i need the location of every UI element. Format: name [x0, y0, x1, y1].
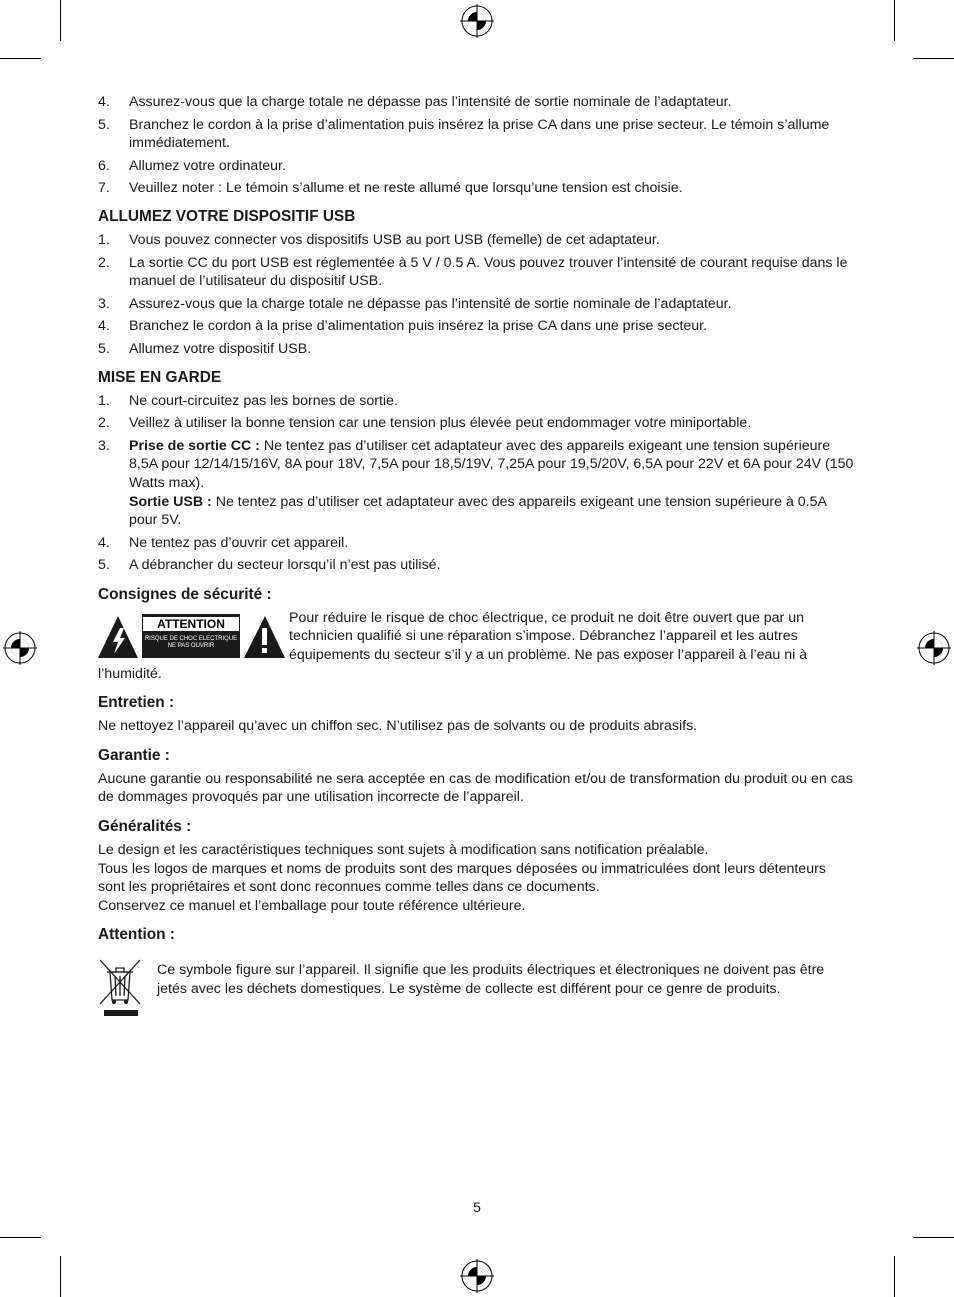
list-item: 6. Allumez votre ordinateur.: [98, 157, 286, 174]
list-item: 5. Branchez le cordon à la prise d’alimentation puis insérez la prise CA dans une prise secteur. Le témoin s’allume immédiatement.: [98, 116, 830, 152]
general-heading: Généralités :: [98, 818, 192, 836]
crossed-bin-icon: [98, 958, 143, 1020]
page-number: 5: [473, 1199, 481, 1215]
list-item: 3. Prise de sortie CC : Ne tentez pas d’utiliser cet adaptateur avec des appareils exigeant une tension supérieure 8,5A pour 12/14/15/16V, 8A pour 18V, 7,5A pour 18,5/19V, 7,25A pour 19,5/20V, 6,5A pour 22V et 6A pour 24V (150 Watts max). Sortie USB : Ne tentez pas d’utiliser cet adaptateur avec des appareils exigeant une tension supérieure à 0.5A pour 5V.: [98, 437, 854, 529]
maintenance-heading: Entretien :: [98, 694, 175, 712]
attention-heading: Attention :: [98, 926, 175, 944]
usb-heading: ALLUMEZ VOTRE DISPOSITIF USB: [98, 207, 356, 225]
registration-mark-icon: [917, 631, 951, 665]
electric-shock-warning-label: [98, 614, 285, 658]
dc-output-label: Prise de sortie CC :: [129, 437, 260, 454]
list-item: 4. Assurez-vous que la charge totale ne dépasse pas l’intensité de sortie nominale de l’adaptateur.: [98, 94, 732, 110]
warning-heading: MISE EN GARDE: [98, 368, 222, 386]
safety-text: Pour réduire le risque de choc électrique, ce produit ne doit être ouvert que par un technicien qualifié si une réparation s’impose. Débranchez l’appareil et les autres équipements du secteur s’il y a un problème. Ne pas exposer l’appareil à l’eau ni à l’humidité.: [98, 609, 808, 682]
maintenance-text: Ne nettoyez l’appareil qu’avec un chiffon sec. N’utilisez pas de solvants ou de produits abrasifs.: [98, 718, 698, 735]
usb-list: [98, 231, 856, 359]
crop-mark: [0, 58, 41, 59]
attention-label: ATTENTION RISQUE DE CHOC ELECTRIQUE NE PAS OUVRIR: [142, 614, 240, 658]
attention-text: Ce symbole figure sur l’appareil. Il signifie que les produits électriques et électroniques ne doivent pas être jetés avec les déchets domestiques. Le système de collecte est différent pour ce genre de produits.: [157, 962, 825, 997]
registration-mark-icon: [460, 4, 494, 38]
list-item: 2. Veillez à utiliser la bonne tension car une tension plus élevée peut endommager votre miniportable.: [98, 415, 752, 432]
crop-mark: [60, 0, 61, 41]
warning-list: [98, 392, 856, 575]
general-line: Conservez ce manuel et l’emballage pour toute référence ultérieure.: [98, 897, 526, 914]
weee-notice: [98, 958, 856, 1020]
intro-list: [98, 93, 856, 198]
general-line: Tous les logos de marques et noms de produits sont des marques déposées ou immatriculées dont leurs détenteurs sont les propriétaires et sont donc reconnues comme telles dans ce documents.: [98, 860, 826, 896]
crop-mark: [60, 1256, 61, 1297]
warranty-text: Aucune garantie ou responsabilité ne sera acceptée en cas de modification et/ou de transformation du produit ou en cas de dommages provoqués par une utilisation incorrecte de l’appareil.: [98, 770, 853, 806]
usb-output-label: Sortie USB :: [129, 493, 212, 510]
crop-mark: [0, 1237, 41, 1238]
list-item: 4. Branchez le cordon à la prise d’alimentation puis insérez la prise CA dans une prise secteur.: [98, 318, 708, 335]
warranty-heading: Garantie :: [98, 746, 170, 764]
crop-mark: [894, 0, 895, 41]
registration-mark-icon: [3, 631, 37, 665]
crop-mark: [913, 1237, 954, 1238]
list-item: 2. La sortie CC du port USB est réglementée à 5 V / 0.5 A. Vous pouvez trouver l’intensité de courant requise dans le manuel de l’utilisateur du dispositif USB.: [98, 254, 848, 290]
general-line: Le design et les caractéristiques techniques sont sujets à modification sans notification préalable.: [98, 842, 709, 859]
safety-heading: Consignes de sécurité :: [98, 585, 272, 603]
safety-section: [98, 609, 856, 683]
manual-content: [98, 93, 856, 1020]
crop-mark: [913, 58, 954, 59]
crop-mark: [894, 1256, 895, 1297]
list-item: 3. Assurez-vous que la charge totale ne dépasse pas l’intensité de sortie nominale de l’adaptateur.: [98, 295, 732, 312]
list-item: 5. Allumez votre dispositif USB.: [98, 340, 312, 357]
list-item: 1. Vous pouvez connecter vos dispositifs USB au port USB (femelle) de cet adaptateur.: [98, 231, 660, 248]
registration-mark-icon: [460, 1259, 494, 1293]
list-item: 5. A débrancher du secteur lorsqu’il n’est pas utilisé.: [98, 557, 441, 574]
list-item: 7. Veuillez noter : Le témoin s’allume et ne reste allumé que lorsqu’une tension est choisie.: [98, 180, 683, 197]
list-item: 4. Ne tentez pas d’ouvrir cet appareil.: [98, 534, 349, 551]
list-item: 1. Ne court-circuitez pas les bornes de sortie.: [98, 392, 398, 409]
